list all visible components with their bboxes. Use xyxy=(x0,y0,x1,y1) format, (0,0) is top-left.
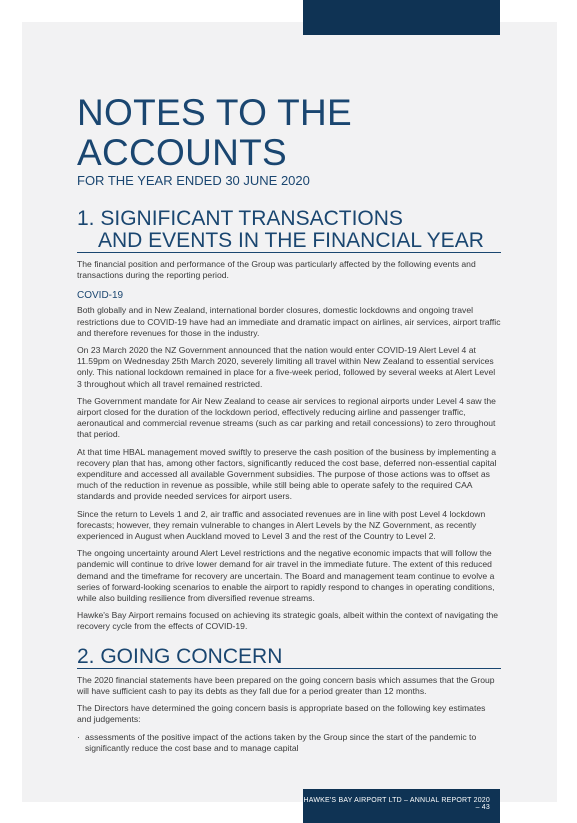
section-2-title: 2. GOING CONCERN xyxy=(77,644,283,668)
section-1-divider xyxy=(77,252,501,253)
section-1-title-line1: 1. SIGNIFICANT TRANSACTIONS xyxy=(77,207,403,230)
paragraph: The ongoing uncertainty around Alert Level restrictions and the negative economic impacts that will follow the pandemic will continue to drive lower demand for air travel in the immediate future. The extent of this reduced demand and the timeframe for recovery are uncertain. The Board and management team continue to evolve a series of forward-looking scenarios to enable the airport to rapidly respond to changes in operating conditions, while also building resilience from diversified revenue streams. xyxy=(77,548,495,604)
page-title: NOTES TO THE ACCOUNTS xyxy=(77,92,352,173)
paragraph: On 23 March 2020 the NZ Government announced that the nation would enter COVID-19 Alert Level 4 at 11.59pm on Wednesday 25th March 2020, severely limiting all travel within New Zealand to essential services only. This national lockdown remained in place for a five-week period, followed by several weeks at Alert Level 3 throughout which all travel remained restricted. xyxy=(77,345,496,389)
paragraph: The Government mandate for Air New Zealand to cease air services to regional airports under Level 4 saw the airport closed for the duration of the lockdown period, effectively reducing airline and passenger traffic, aeronautical and commercial revenue streams (such as car parking and retail concessions) to zero throughout that period. xyxy=(77,395,496,440)
section-1-title xyxy=(77,208,501,252)
paragraph: Both globally and in New Zealand, international border closures, domestic lockdowns and ongoing travel restrictions due to COVID-19 have had an immediate and dramatic impact on airlines, air services, airport traffic and therefore revenues for those in the industry. xyxy=(77,305,501,338)
paragraph: The 2020 financial statements have been prepared on the going concern basis which assumes that the Group will have sufficient cash to pay its debts as they fall due for a period greater than 12 months. xyxy=(77,674,495,696)
paragraph: Since the return to Levels 1 and 2, air traffic and associated revenues are in line with post Level 4 lockdown forecasts; however, they remain vulnerable to changes in Alert Levels by the NZ Government, as recently experienced in August when Auckland moved to Level 3 and the rest of the Country to Level 2. xyxy=(77,508,486,542)
judgement-list xyxy=(77,732,501,754)
section-1-intro: The financial position and performance of the Group was particularly affected by the following events and transactions during the reporting period. xyxy=(77,259,476,281)
page-content xyxy=(77,93,501,754)
page-subtitle: FOR THE YEAR ENDED 30 JUNE 2020 xyxy=(77,173,310,188)
section-2-body xyxy=(77,675,501,754)
list-item: · assessments of the positive impact of the actions taken by the Group since the start of the pandemic to significantly reduce the cost base and to manage capital xyxy=(77,732,501,754)
paragraph: At that time HBAL management moved swiftly to preserve the cash position of the business by implementing a recovery plan that has, among other factors, significantly reduced the cost base, deferred non-essential capital expenditure and accessed all available Government subsidies. The purpose of those actions was to offset as much of the reduction in revenue as possible, while still being able to operate safely to the required CAA standards and provide needed services for airport users. xyxy=(77,446,497,502)
paragraph: The Directors have determined the going concern basis is appropriate based on the following key estimates and judgements: xyxy=(77,703,486,725)
section-2-divider xyxy=(77,668,501,669)
covid-subheading: COVID-19 xyxy=(77,290,124,302)
footer-page-label: HAWKE'S BAY AIRPORT LTD – ANNUAL REPORT 2020 – 43 xyxy=(303,797,490,811)
section-1-title-line2: AND EVENTS IN THE FINANCIAL YEAR xyxy=(98,229,484,252)
header-tab xyxy=(303,0,500,35)
paragraph: Hawke's Bay Airport remains focused on achieving its strategic goals, albeit within the context of navigating the recovery cycle from the effects of COVID-19. xyxy=(77,610,499,632)
section-1-body xyxy=(77,259,501,633)
